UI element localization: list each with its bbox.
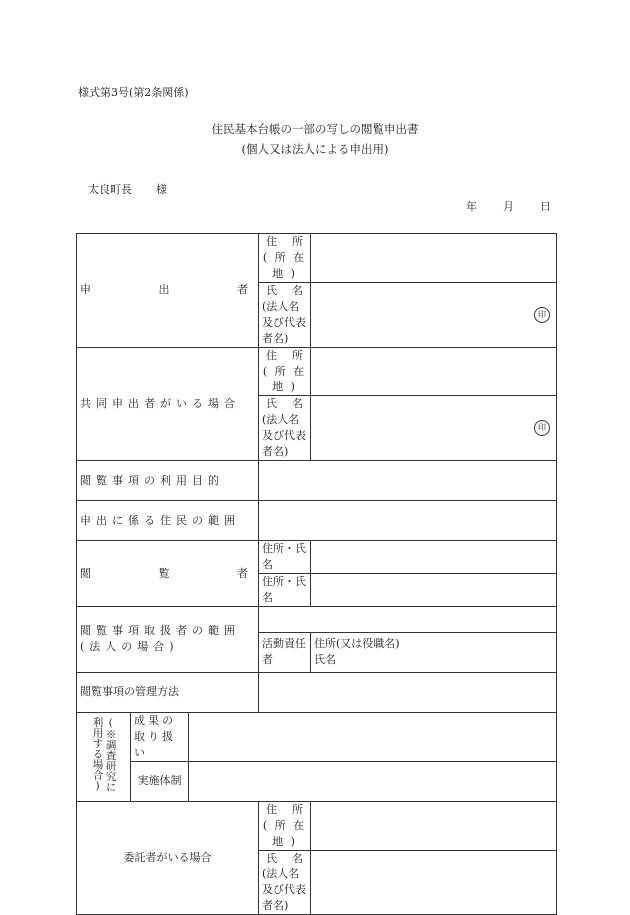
research-label-cell — [77, 712, 131, 801]
address-label-sub: ( 所 在 地 ) — [262, 250, 307, 280]
scope-field[interactable] — [259, 501, 557, 541]
activity-address-label: 住所(又は役職名) — [314, 637, 400, 651]
addressee-name: 太良町長 — [88, 183, 132, 196]
results-handling-field[interactable] — [189, 712, 557, 761]
applicant-label-char-3: 者 — [237, 283, 248, 297]
implementation-row — [77, 761, 557, 801]
viewer-label — [77, 541, 259, 607]
handler-row-1 — [77, 606, 557, 632]
address-label-char-2: 所 — [292, 802, 304, 816]
name-label-sub: (法人名及び代表者名) — [262, 413, 307, 459]
seal-icon: 印 — [534, 420, 550, 436]
applicant-address-field[interactable] — [311, 234, 557, 283]
name-label-char-2: 名 — [292, 851, 304, 865]
research-vertical-label: (※調査研究に利用する場合) — [91, 716, 117, 792]
document-subtitle: (個人又は法人による申出用) — [241, 142, 389, 156]
joint-address-row — [77, 347, 557, 396]
name-label-sub: (法人名及び代表者名) — [262, 867, 307, 913]
activity-responsible-label: 活動責任者 — [259, 632, 311, 672]
viewer-row-1 — [77, 541, 557, 574]
date-year: 年 — [466, 200, 477, 213]
management-label: 閲覧事項の管理方法 — [77, 672, 259, 712]
viewer-label-char-2: 覧 — [158, 566, 170, 580]
seal-icon: 印 — [534, 307, 550, 323]
addressee-suffix: 様 — [156, 183, 167, 196]
viewer-address-name-label: 住所・氏名 — [259, 574, 311, 607]
address-label-char-1: 住 — [266, 235, 278, 248]
name-label-char-1: 氏 — [266, 851, 278, 865]
applicant-name-field[interactable] — [311, 282, 557, 347]
application-form-table — [76, 233, 557, 915]
joint-address-label — [259, 347, 311, 396]
viewer-field-2[interactable] — [311, 574, 557, 607]
address-label-char-2: 所 — [292, 235, 304, 248]
viewer-label-char-1: 閲 — [80, 566, 91, 580]
activity-responsible-field[interactable] — [311, 632, 557, 672]
addressee — [88, 181, 167, 197]
applicant-address-label — [259, 234, 311, 283]
management-field[interactable] — [259, 672, 557, 712]
address-label-char-2: 所 — [292, 348, 304, 362]
joint-name-field[interactable] — [311, 396, 557, 461]
implementation-field[interactable] — [189, 761, 557, 801]
address-label-char-1: 住 — [266, 802, 278, 816]
applicant-address-row — [77, 234, 557, 283]
applicant-name-label — [259, 282, 311, 347]
joint-name-label — [259, 396, 311, 461]
results-row — [77, 712, 557, 761]
consignor-name-label — [259, 850, 311, 915]
joint-applicant-label: 共同申出者がいる場合 — [77, 347, 259, 461]
form-reference: 様式第3号(第2条関係) — [78, 86, 189, 99]
management-row — [77, 672, 557, 712]
handler-field[interactable] — [259, 606, 557, 632]
viewer-label-char-3: 者 — [237, 566, 248, 580]
scope-row — [77, 501, 557, 541]
viewer-address-name-label: 住所・氏名 — [259, 541, 311, 574]
purpose-field[interactable] — [259, 461, 557, 501]
date-line — [466, 198, 551, 214]
consignor-name-field[interactable] — [311, 850, 557, 915]
name-label-char-1: 氏 — [266, 397, 278, 411]
purpose-label: 閲覧事項の利用目的 — [77, 461, 259, 501]
consignor-address-row — [77, 801, 557, 850]
purpose-row — [77, 461, 557, 501]
activity-name-label: 氏名 — [314, 653, 337, 667]
address-label-char-1: 住 — [266, 348, 278, 362]
consignor-label: 委託者がいる場合 — [77, 801, 259, 915]
applicant-label-char-1: 申 — [80, 283, 91, 297]
consignor-address-field[interactable] — [311, 801, 557, 850]
date-day: 日 — [540, 200, 551, 213]
name-label-char-1: 氏 — [266, 283, 278, 297]
implementation-label: 実施体制 — [131, 761, 189, 801]
joint-address-field[interactable] — [311, 347, 557, 396]
results-handling-label: 成果の取り扱い — [131, 712, 189, 761]
name-label-char-2: 名 — [292, 283, 304, 297]
name-label-sub: (法人名及び代表者名) — [262, 299, 307, 345]
date-month: 月 — [503, 200, 514, 213]
document-title: 住民基本台帳の一部の写しの閲覧申出書 — [211, 122, 419, 136]
address-label-sub: ( 所 在 地 ) — [262, 818, 307, 848]
viewer-field-1[interactable] — [311, 541, 557, 574]
consignor-address-label — [259, 801, 311, 850]
scope-label: 申出に係る住民の範囲 — [77, 501, 259, 541]
handler-label: 閲覧事項取扱者の範囲(法人の場合) — [77, 606, 259, 672]
address-label-sub: ( 所 在 地 ) — [262, 364, 307, 394]
applicant-label-char-2: 出 — [158, 283, 170, 297]
name-label-char-2: 名 — [292, 397, 304, 411]
applicant-label — [77, 234, 259, 348]
